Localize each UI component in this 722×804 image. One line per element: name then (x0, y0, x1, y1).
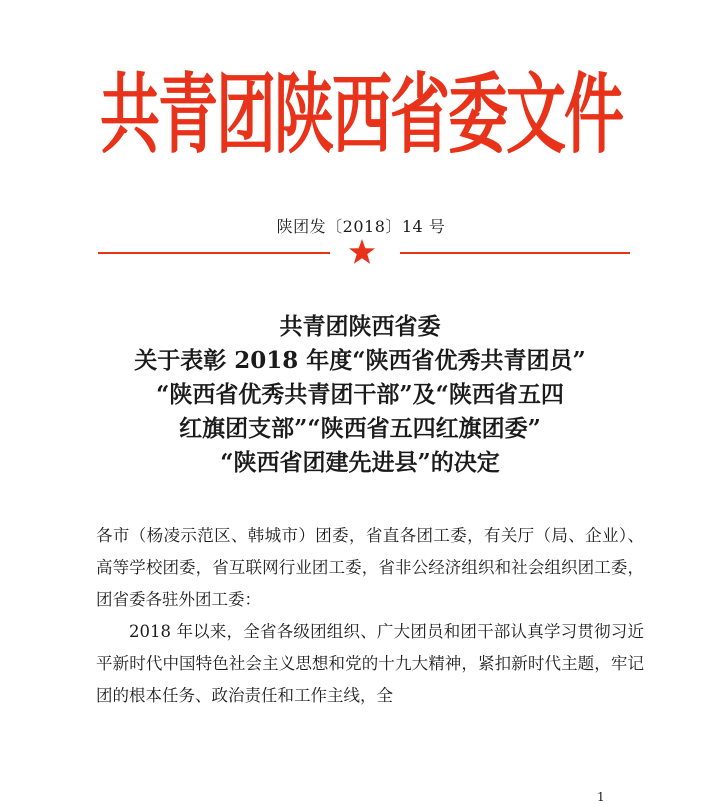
document-masthead: 共青团陕西省委文件 (100, 64, 622, 167)
title-line: 红旗团支部”“陕西省五四红旗团委” (179, 415, 541, 442)
body-line: 紧扣新时代主题，牢记团的根本任务、政治责任和工作主线，全 (96, 654, 644, 705)
body-line: 2018 年以来，全省各级团组织、广大团员和团干部认真学 (129, 622, 561, 641)
title-line: 共青团陕西省委 (279, 313, 441, 340)
decision-title (60, 310, 660, 480)
red-divider-right (400, 252, 630, 254)
title-line: “陕西省团建先进县”的决定 (220, 449, 500, 476)
recipients-paragraph (96, 520, 644, 616)
star-icon (348, 238, 376, 266)
red-divider-left (98, 252, 330, 254)
recipients-line: 各市（杨凌示范区、韩城市）团委，省直各团工委，有关厅（局、 (96, 526, 586, 545)
recipients-line: 和社会组织团工委，团省委各驻外团工委： (96, 558, 644, 609)
title-line: 关于表彰 2018 年度“陕西省优秀共青团员” (134, 347, 586, 374)
title-line: “陕西省优秀共青团干部”及“陕西省五四 (156, 381, 564, 408)
document-number: 陕团发〔2018〕14 号 (276, 217, 446, 236)
body-line: 习贯彻习近平新时代中国特色社会主义思想和党的十九大精神， (96, 622, 644, 673)
recipients-line: 企业）、高等学校团委，省互联网行业团工委，省非公经济组织 (96, 526, 645, 577)
body-paragraph (96, 616, 644, 712)
page-number: 1 (597, 790, 605, 804)
document-body (96, 520, 644, 712)
